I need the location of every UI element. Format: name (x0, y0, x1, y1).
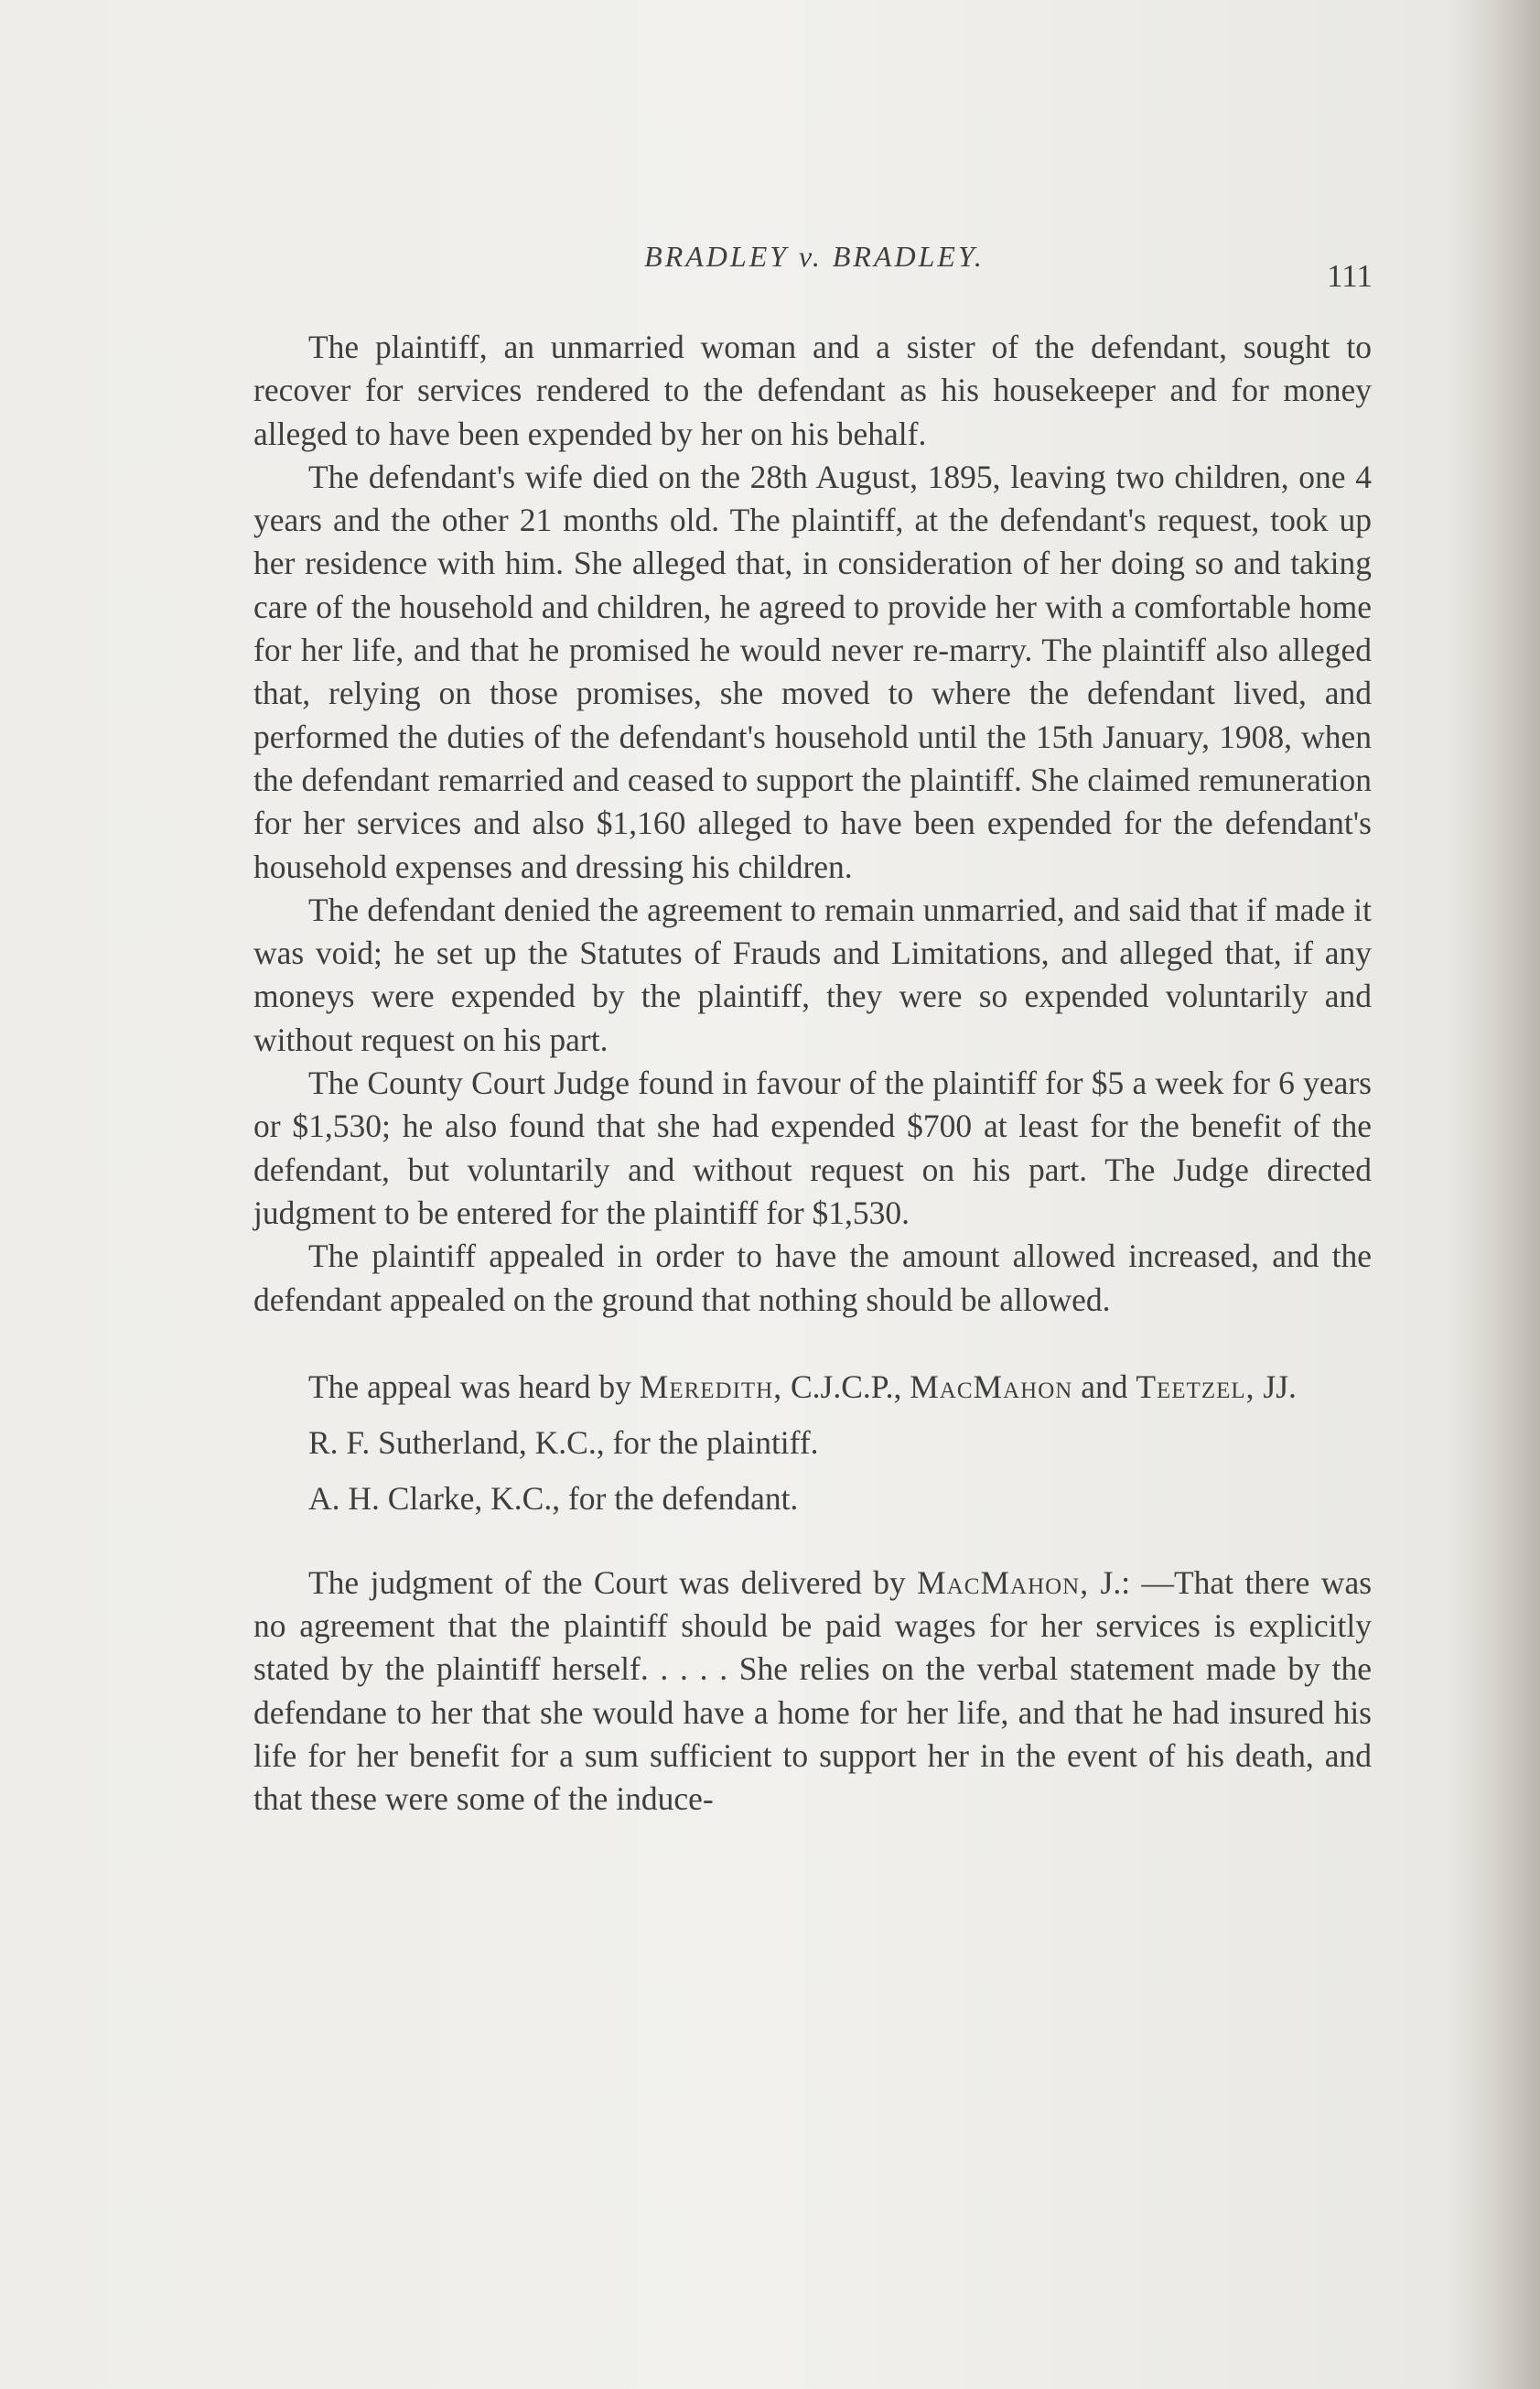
ellipsis: . . . . (648, 1650, 739, 1688)
headnote-paragraph: The defendant's wife died on the 28th August, 1895, leaving two children, one 4 years and the other 21 months old. The plaintiff, at the defendant's request, took up her residence with him. She alleged that, in consideration of her doing so and taking care of the household and children, he agreed to provide her with a comfortable home for her life, and that he promised he would never re-marry. The plaintiff also alleged that, relying on those promises, she moved to where the defendant lived, and performed the duties of the defendant's household until the 15th January, 1908, when the defendant remarried and ceased to support the plaintiff. She claimed remuneration for her services and also $1,160 alleged to have been expended for the defendant's household expenses and dressing his children. (253, 458, 1372, 885)
judgment-intro: J.: —That there was no agreement that the plaintiff should be paid wages for her services is explicitly stated by the plaintiff herself. (253, 1563, 1373, 1688)
counsel-line: A. H. Clarke, K.C., for the defendant. (308, 1480, 799, 1518)
section-gap (253, 1322, 1372, 1366)
running-title: BRADLEY v. BRADLEY. (644, 240, 985, 273)
judges-suffix: JJ. (1255, 1367, 1297, 1405)
hearing-paragraph (253, 1366, 1372, 1409)
judge-title: C.J.C.P., (782, 1367, 910, 1405)
headnote-paragraph: The defendant denied the agreement to remain unmarried, and said that if made it was void; he set up the Statutes of Frauds and Limitations, and alleged that, if any moneys were expended by the plaintiff, they were so expended voluntarily and without request on his part. (253, 891, 1372, 1058)
judge-name: MacMahon (910, 1367, 1073, 1405)
judge-name: Meredith, (639, 1367, 783, 1405)
hearing-prefix: The appeal was heard by (308, 1367, 631, 1405)
headnote-paragraph: The County Court Judge found in favour of the plaintiff for $5 a week for 6 years or $1,530; he also found that she had expended $700 at least for the benefit of the defendant, but voluntarily and without request on his part. The Judge directed judgment to be entered for the plaintiff for $1,530. (253, 1065, 1372, 1231)
judgment-prefix: The judgment of the Court was delivered by (308, 1563, 906, 1601)
page-number: 111 (1327, 258, 1373, 294)
running-head (256, 240, 1373, 295)
judgment-paragraph (253, 1562, 1372, 1821)
counsel-line: R. F. Sutherland, K.C., for the plaintiff. (308, 1424, 819, 1462)
headnote-paragraph: The plaintiff, an unmarried woman and a sister of the defendant, sought to recover for services rendered to the defendant as his housekeeper and for money alleged to have been expended by her on his behalf. (253, 329, 1372, 452)
section-gap (253, 1465, 1372, 1477)
connector: and (1072, 1367, 1136, 1405)
section-gap (253, 1521, 1372, 1562)
judge-name: MacMahon, (917, 1563, 1090, 1601)
judgment-text: She relies on the verbal statement made by the defendane to her that she would have a home for her life, and that he had insured his life for her benefit for a sum sufficient to support her in the event of his death, and that these were some of the induce- (253, 1650, 1372, 1818)
judge-name: Teetzel, (1136, 1367, 1255, 1405)
section-gap (253, 1409, 1372, 1422)
headnote-paragraph: The plaintiff appealed in order to have the amount allowed increased, and the defendant appealed on the ground that nothing should be allowed. (253, 1238, 1372, 1318)
page-body (253, 326, 1372, 1821)
